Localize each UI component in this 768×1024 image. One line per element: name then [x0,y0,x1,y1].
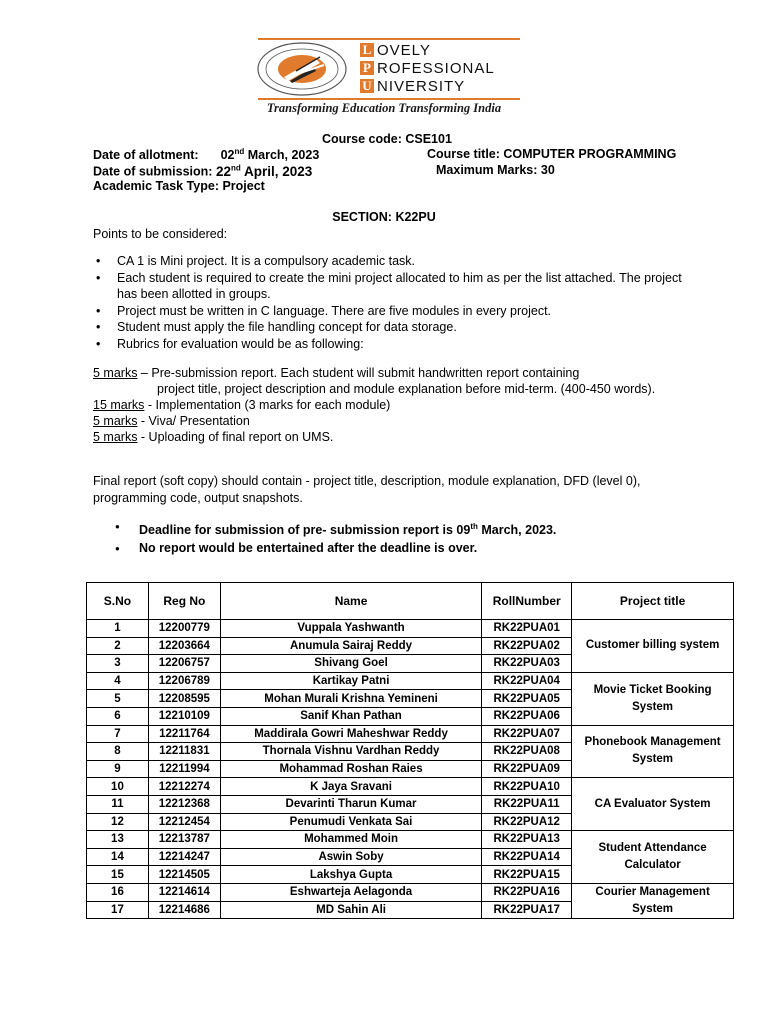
cell-rollnumber: RK22PUA03 [482,655,572,673]
rubric-row [93,429,677,445]
cell-rollnumber: RK22PUA12 [482,813,572,831]
cell-project-title: Courier Management System [572,883,734,918]
cell-sno: 9 [87,760,149,778]
cell-name: Maddirala Gowri Maheshwar Reddy [220,725,481,743]
cell-regno: 12214686 [148,901,220,919]
logo-letter-p: P [360,61,374,75]
cell-regno: 12214505 [148,866,220,884]
deadline-list [93,518,693,557]
cell-regno: 12211831 [148,743,220,761]
cell-sno: 14 [87,848,149,866]
cell-regno: 12206789 [148,672,220,690]
rubric-marks: 15 marks [93,398,145,412]
cell-project-title: CA Evaluator System [572,778,734,831]
cell-regno: 12214247 [148,848,220,866]
points-list [93,253,683,353]
deadline-text: Deadline for submission of pre- submission report is 09 [139,523,471,538]
date-of-allotment [93,147,319,162]
list-item: • Rubrics for evaluation would be as following: [93,336,683,353]
col-header-name: Name [220,583,481,620]
allotment-label: Date of allotment: [93,148,199,163]
points-heading: Points to be considered: [93,227,228,241]
cell-rollnumber: RK22PUA07 [482,725,572,743]
logo-letter-l: L [360,43,374,57]
logo-bottom-rule [258,98,520,100]
submission-date [216,164,312,179]
cell-rollnumber: RK22PUA10 [482,778,572,796]
list-item: • Project must be written in C language. There are five modules in every project. [93,303,683,320]
cell-sno: 11 [87,795,149,813]
submission-rest: April, 2023 [240,163,313,179]
university-logo [248,38,520,122]
cell-rollnumber: RK22PUA04 [482,672,572,690]
cell-rollnumber: RK22PUA11 [482,795,572,813]
allotment-rest: March, 2023 [244,148,320,163]
allotment-sup: nd [234,147,245,156]
cell-sno: 1 [87,620,149,638]
cell-name: Kartikay Patni [220,672,481,690]
deadline-date: March, 2023. [477,523,557,538]
cell-name: Shivang Goel [220,655,481,673]
rubric-row [93,413,677,429]
course-code: Course code: CSE101 [322,132,452,146]
cell-rollnumber: RK22PUA02 [482,637,572,655]
cell-sno: 3 [87,655,149,673]
logo-tagline: Transforming Education Transforming India [266,101,502,115]
rubric-row [93,397,677,413]
cell-project-title: Phonebook Management System [572,725,734,778]
logo-word-lovely: OVELY [377,41,431,59]
cell-sno: 10 [87,778,149,796]
cell-sno: 5 [87,690,149,708]
cell-sno: 2 [87,637,149,655]
deadline-sup: th [470,522,478,531]
logo-top-rule [258,38,520,40]
cell-regno: 12203664 [148,637,220,655]
marks-rubric [93,365,677,445]
cell-name: Vuppala Yashwanth [220,620,481,638]
cell-rollnumber: RK22PUA08 [482,743,572,761]
date-of-submission [93,163,312,179]
cell-sno: 17 [87,901,149,919]
cell-rollnumber: RK22PUA09 [482,760,572,778]
rubric-marks: 5 marks [93,430,138,444]
cell-sno: 7 [87,725,149,743]
table-body [87,620,734,919]
cell-name: Eshwarteja Aelagonda [220,883,481,901]
cell-rollnumber: RK22PUA13 [482,831,572,849]
cell-rollnumber: RK22PUA17 [482,901,572,919]
table-header-row [87,583,734,620]
cell-sno: 8 [87,743,149,761]
table-row [87,725,734,743]
cell-project-title: Movie Ticket Booking System [572,672,734,725]
cell-name: Thornala Vishnu Vardhan Reddy [220,743,481,761]
cell-name: Penumudi Venkata Sai [220,813,481,831]
col-header-sno: S.No [87,583,149,620]
cell-sno: 16 [87,883,149,901]
cell-sno: 13 [87,831,149,849]
cell-regno: 12212368 [148,795,220,813]
cell-regno: 12206757 [148,655,220,673]
cell-name: Mohan Murali Krishna Yemineni [220,690,481,708]
cell-sno: 12 [87,813,149,831]
col-header-regno: Reg No [148,583,220,620]
cell-name: Lakshya Gupta [220,866,481,884]
list-item: • Each student is required to create the mini project allocated to him as per the list attached. The project has been allotted in groups. [93,270,683,303]
col-header-project-title: Project title [572,583,734,620]
cell-regno: 12208595 [148,690,220,708]
cell-project-title: Customer billing system [572,620,734,673]
list-item: • Student must apply the file handling concept for data storage. [93,319,683,336]
allotment-day: 02 [220,148,235,163]
cell-name: Anumula Sairaj Reddy [220,637,481,655]
academic-task-type: Academic Task Type: Project [93,179,265,193]
logo-letter-u: U [360,79,374,93]
section-heading: SECTION: K22PU [332,210,436,224]
cell-rollnumber: RK22PUA05 [482,690,572,708]
cell-name: Sanif Khan Pathan [220,707,481,725]
table-row [87,883,734,901]
rubric-text: – Pre-submission report. Each student will submit handwritten report containing [137,366,580,380]
rubric-continuation: project title, project description and module explanation before mid-term. (400-450 words). [157,382,656,396]
cell-regno: 12210109 [148,707,220,725]
cell-name: Mohammed Moin [220,831,481,849]
list-item: • CA 1 is Mini project. It is a compulsory academic task. [93,253,683,270]
list-item [93,518,693,540]
table-row [87,620,734,638]
cell-rollnumber: RK22PUA15 [482,866,572,884]
cell-name: Aswin Soby [220,848,481,866]
col-header-rollnumber: RollNumber [482,583,572,620]
cell-regno: 12214614 [148,883,220,901]
cell-regno: 12200779 [148,620,220,638]
maximum-marks: Maximum Marks: 30 [436,163,555,177]
cell-rollnumber: RK22PUA06 [482,707,572,725]
final-report-note: Final report (soft copy) should contain - project title, description, module explanation, DFD (level 0), programming code, output snapshots. [93,474,641,505]
submission-sup: nd [230,163,241,172]
university-seal-icon [254,41,350,97]
rubric-row [93,365,677,381]
rubric-text: - Implementation (3 marks for each module) [144,398,391,412]
table-row [87,778,734,796]
logo-word-university: NIVERSITY [377,77,466,95]
submission-label: Date of submission: [93,164,213,179]
cell-regno: 12212274 [148,778,220,796]
cell-rollnumber: RK22PUA16 [482,883,572,901]
rubric-marks: 5 marks [93,366,138,380]
logo-word-professional: ROFESSIONAL [377,59,495,77]
table-row [87,831,734,849]
cell-rollnumber: RK22PUA01 [482,620,572,638]
rubric-text: - Viva/ Presentation [137,414,250,428]
cell-rollnumber: RK22PUA14 [482,848,572,866]
cell-regno: 12211994 [148,760,220,778]
table-row [87,672,734,690]
course-title: Course title: COMPUTER PROGRAMMING [427,147,677,161]
cell-regno: 12212454 [148,813,220,831]
cell-name: K Jaya Sravani [220,778,481,796]
cell-name: Mohammad Roshan Raies [220,760,481,778]
cell-sno: 6 [87,707,149,725]
cell-name: MD Sahin Ali [220,901,481,919]
cell-regno: 12211764 [148,725,220,743]
cell-project-title: Student Attendance Calculator [572,831,734,884]
project-allocation-table [86,582,734,919]
submission-day: 22 [215,163,231,179]
cell-sno: 4 [87,672,149,690]
rubric-marks: 5 marks [93,414,138,428]
cell-regno: 12213787 [148,831,220,849]
cell-sno: 15 [87,866,149,884]
list-item: ● No report would be entertained after the deadline is over. [93,540,693,558]
university-name [360,42,520,96]
rubric-text: - Uploading of final report on UMS. [137,430,334,444]
cell-name: Devarinti Tharun Kumar [220,795,481,813]
